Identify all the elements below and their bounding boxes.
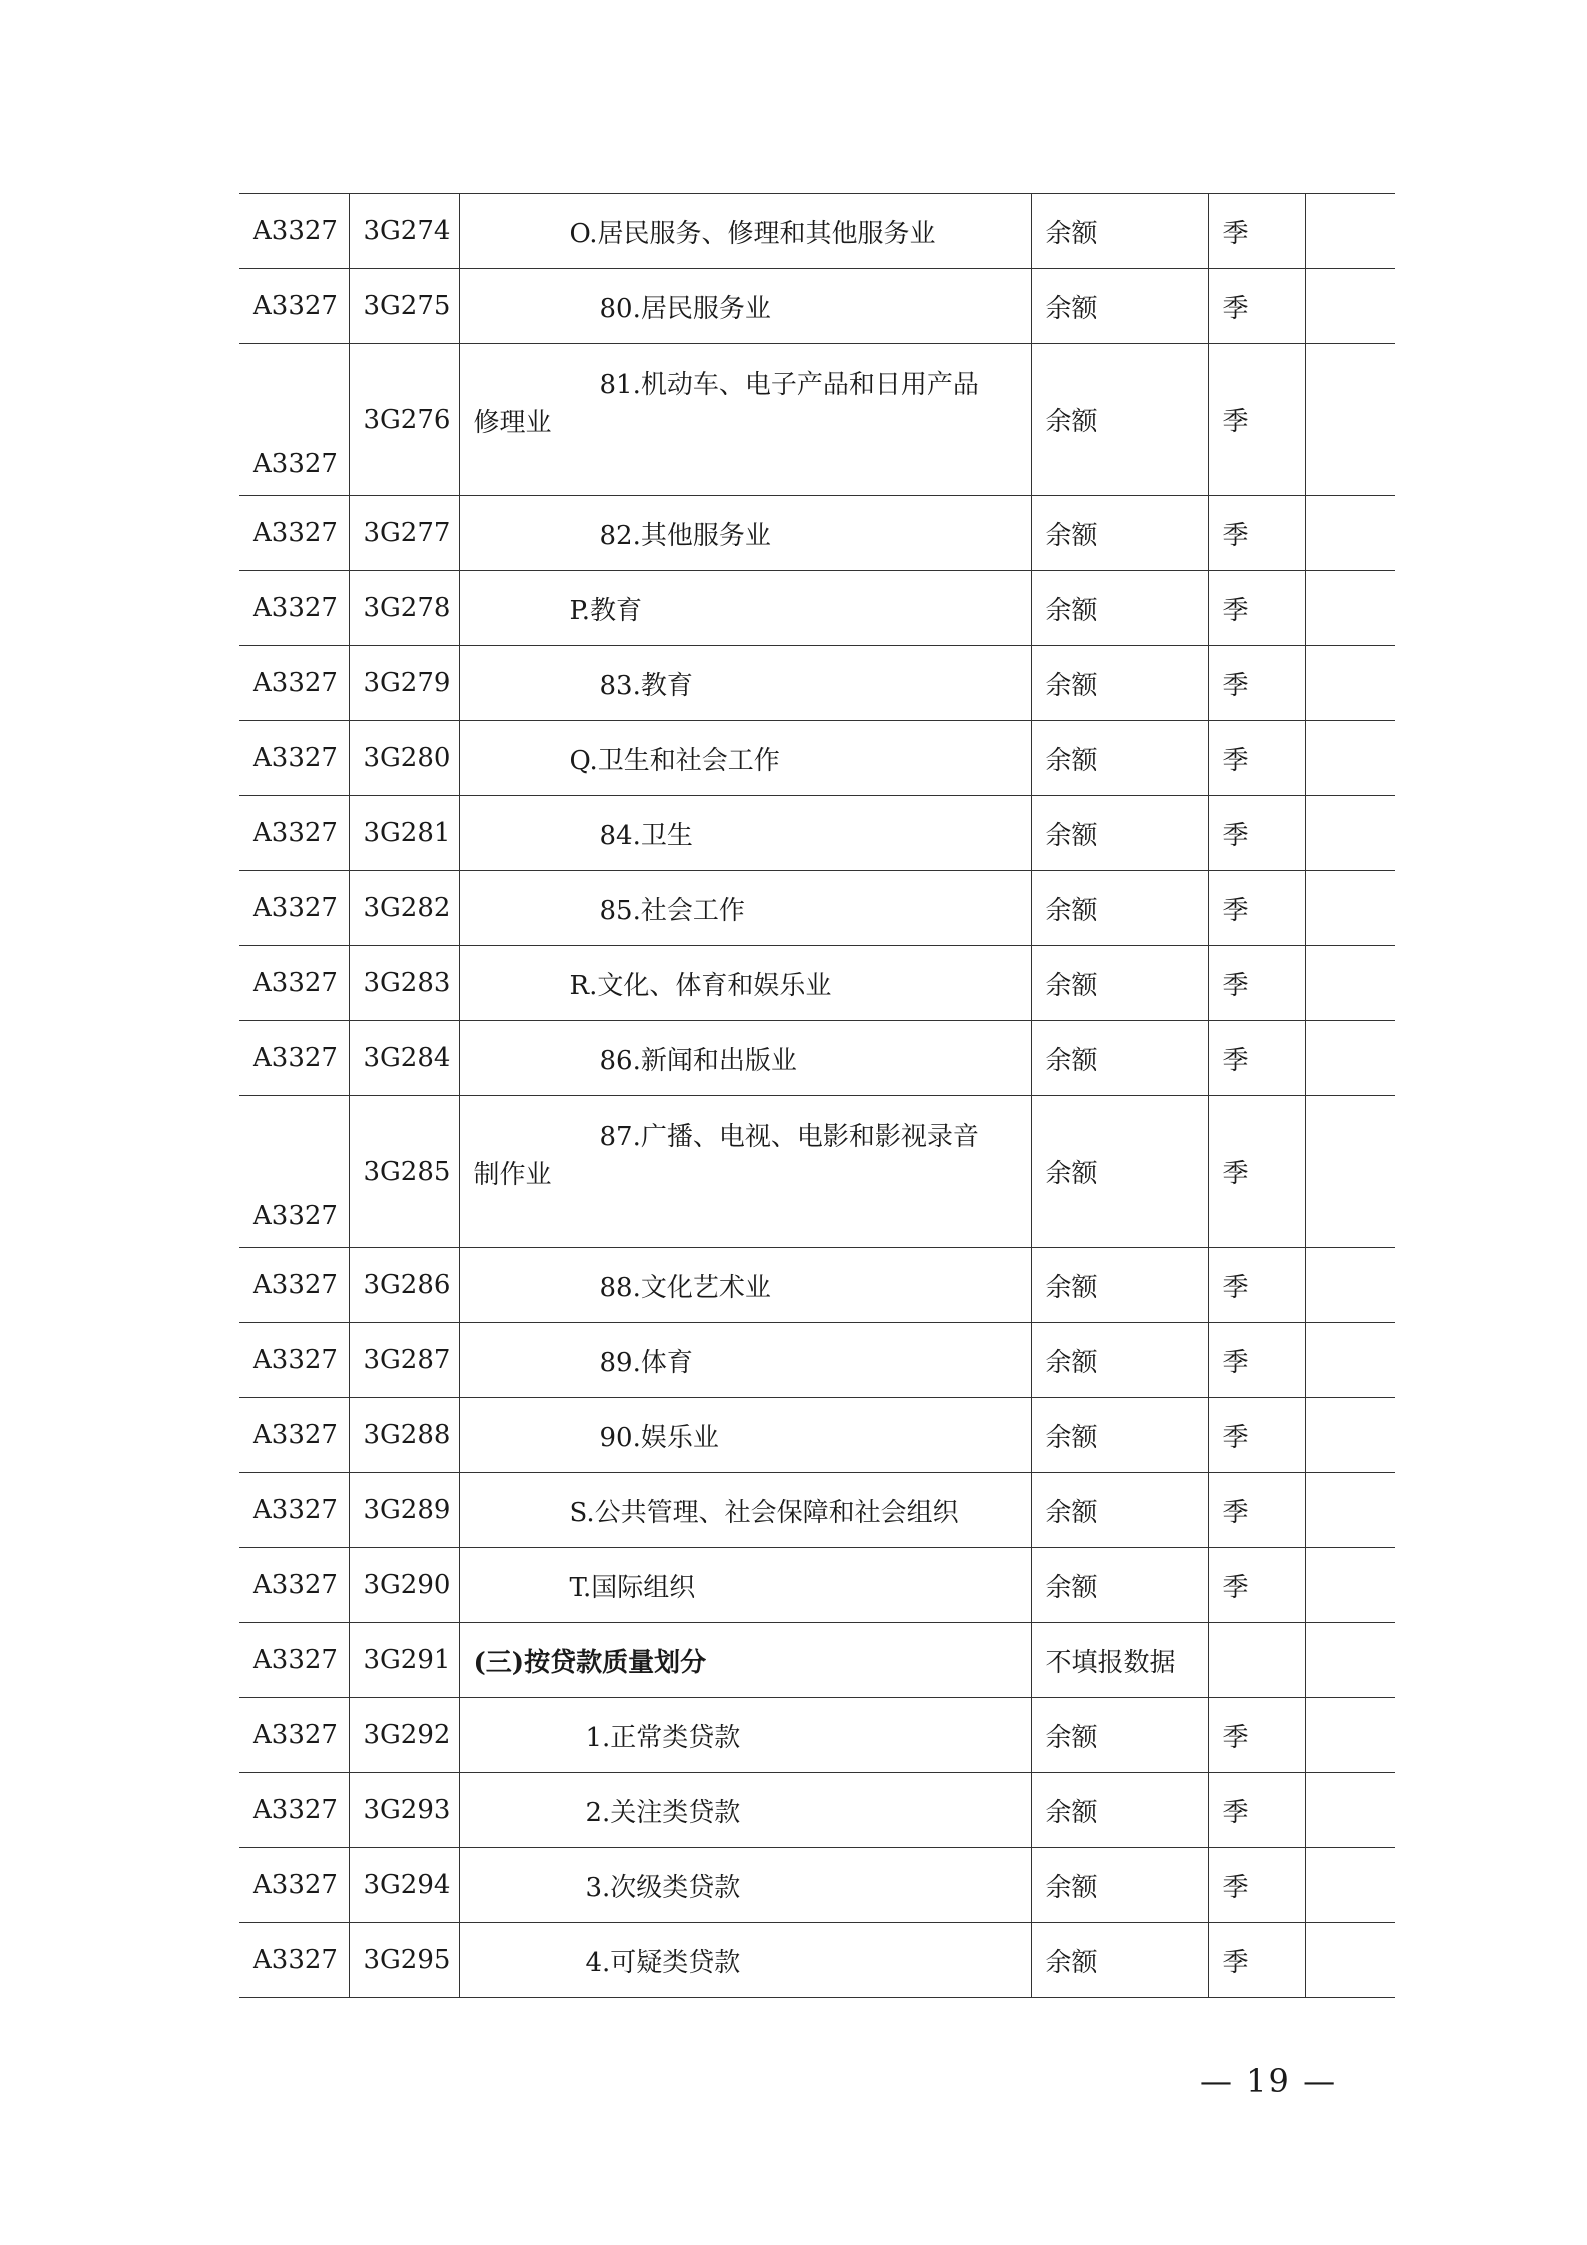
table-row [239, 1698, 1395, 1773]
data-type-cell: 余额 [1031, 1248, 1208, 1323]
indicator-code-cell: 3G287 [349, 1323, 459, 1398]
data-type-cell: 余额 [1031, 269, 1208, 344]
indicator-name-cell [459, 1021, 1031, 1096]
data-type-cell: 余额 [1031, 1923, 1208, 1998]
indicator-name-cell [459, 1473, 1031, 1548]
blank-cell [1305, 1021, 1395, 1096]
indicator-name-line1: 87.广播、电视、电影和影视录音 [599, 1122, 979, 1152]
frequency-cell: 季 [1208, 1923, 1305, 1998]
indicator-name: S.公共管理、社会保障和社会组织 [569, 1497, 959, 1528]
blank-cell [1305, 1323, 1395, 1398]
indicator-name: 90.娱乐业 [599, 1422, 719, 1453]
indicator-code-cell: 3G294 [349, 1848, 459, 1923]
frequency-cell: 季 [1208, 571, 1305, 646]
table-row [239, 1548, 1395, 1623]
indicator-table [239, 193, 1395, 1998]
data-type-cell: 余额 [1031, 721, 1208, 796]
indicator-code-cell: 3G291 [349, 1623, 459, 1698]
blank-cell [1305, 721, 1395, 796]
indicator-name-cell [459, 1096, 1031, 1248]
blank-cell [1305, 194, 1395, 269]
indicator-code-cell: 3G284 [349, 1021, 459, 1096]
indicator-code-cell: 3G292 [349, 1698, 459, 1773]
frequency-cell: 季 [1208, 1473, 1305, 1548]
frequency-cell: 季 [1208, 1698, 1305, 1773]
indicator-name: 82.其他服务业 [599, 520, 771, 551]
indicator-code-cell: 3G293 [349, 1773, 459, 1848]
indicator-name: O.居民服务、修理和其他服务业 [569, 218, 936, 249]
table-code-cell: A3327 [239, 269, 349, 344]
data-type-cell: 余额 [1031, 1096, 1208, 1248]
indicator-code-cell: 3G276 [349, 344, 459, 496]
table-code-cell: A3327 [239, 344, 349, 496]
table-code-cell: A3327 [239, 1923, 349, 1998]
blank-cell [1305, 1548, 1395, 1623]
table-row [239, 871, 1395, 946]
frequency-cell: 季 [1208, 496, 1305, 571]
table-code-cell: A3327 [239, 1848, 349, 1923]
blank-cell [1305, 496, 1395, 571]
frequency-cell: 季 [1208, 1773, 1305, 1848]
indicator-name: Q.卫生和社会工作 [569, 745, 780, 776]
indicator-code-cell: 3G283 [349, 946, 459, 1021]
frequency-cell [1208, 1623, 1305, 1698]
indicator-code-cell: 3G279 [349, 646, 459, 721]
blank-cell [1305, 1096, 1395, 1248]
table-code-cell: A3327 [239, 1096, 349, 1248]
table-row [239, 721, 1395, 796]
indicator-name: (三)按贷款质量划分 [473, 1647, 707, 1678]
indicator-name-cell [459, 1773, 1031, 1848]
indicator-name: R.文化、体育和娱乐业 [569, 970, 832, 1001]
data-type-cell: 余额 [1031, 1548, 1208, 1623]
frequency-cell: 季 [1208, 796, 1305, 871]
table-row [239, 1096, 1395, 1248]
table-row [239, 1248, 1395, 1323]
indicator-code-cell: 3G289 [349, 1473, 459, 1548]
indicator-name: 80.居民服务业 [599, 293, 771, 324]
blank-cell [1305, 344, 1395, 496]
indicator-name: 88.文化艺术业 [599, 1272, 771, 1303]
data-type-cell: 余额 [1031, 344, 1208, 496]
indicator-name: 83.教育 [599, 670, 693, 701]
indicator-name-cell [459, 1248, 1031, 1323]
indicator-name: 89.体育 [599, 1347, 693, 1378]
table-code-cell: A3327 [239, 796, 349, 871]
frequency-cell: 季 [1208, 646, 1305, 721]
data-type-cell: 余额 [1031, 1698, 1208, 1773]
table-code-cell: A3327 [239, 1698, 349, 1773]
frequency-cell: 季 [1208, 946, 1305, 1021]
indicator-name: 1.正常类贷款 [585, 1722, 741, 1753]
table-row [239, 571, 1395, 646]
blank-cell [1305, 571, 1395, 646]
indicator-name-cell [459, 946, 1031, 1021]
table-code-cell: A3327 [239, 571, 349, 646]
indicator-name-cell [459, 496, 1031, 571]
blank-cell [1305, 1248, 1395, 1323]
indicator-name-cell [459, 1398, 1031, 1473]
blank-cell [1305, 1773, 1395, 1848]
blank-cell [1305, 871, 1395, 946]
indicator-name-cell [459, 1698, 1031, 1773]
indicator-name-cell [459, 1623, 1031, 1698]
indicator-name: 84.卫生 [599, 820, 693, 851]
indicator-code-cell: 3G280 [349, 721, 459, 796]
table-row [239, 496, 1395, 571]
frequency-cell: 季 [1208, 721, 1305, 796]
indicator-name: 3.次级类贷款 [585, 1872, 741, 1903]
indicator-name-cell [459, 571, 1031, 646]
data-type-cell: 余额 [1031, 1021, 1208, 1096]
table-row [239, 269, 1395, 344]
indicator-name: 2.关注类贷款 [585, 1797, 741, 1828]
data-type-cell: 余额 [1031, 1473, 1208, 1548]
indicator-name: 86.新闻和出版业 [599, 1045, 797, 1076]
table-code-cell: A3327 [239, 1623, 349, 1698]
indicator-name-cell [459, 194, 1031, 269]
indicator-name-cell [459, 269, 1031, 344]
table-row [239, 1473, 1395, 1548]
data-type-cell: 不填报数据 [1031, 1623, 1208, 1698]
frequency-cell: 季 [1208, 344, 1305, 496]
data-type-cell: 余额 [1031, 1773, 1208, 1848]
indicator-name-line1: 81.机动车、电子产品和日用产品 [599, 370, 979, 400]
indicator-code-cell: 3G274 [349, 194, 459, 269]
table-row [239, 1323, 1395, 1398]
table-code-cell: A3327 [239, 194, 349, 269]
data-type-cell: 余额 [1031, 496, 1208, 571]
data-type-cell: 余额 [1031, 1848, 1208, 1923]
table-row [239, 796, 1395, 871]
blank-cell [1305, 796, 1395, 871]
blank-cell [1305, 1848, 1395, 1923]
blank-cell [1305, 946, 1395, 1021]
indicator-name-line2: 修理业 [473, 408, 552, 438]
indicator-name: P.教育 [569, 595, 642, 626]
indicator-code-cell: 3G278 [349, 571, 459, 646]
frequency-cell: 季 [1208, 1021, 1305, 1096]
table-code-cell: A3327 [239, 1323, 349, 1398]
table-row [239, 1021, 1395, 1096]
frequency-cell: 季 [1208, 1323, 1305, 1398]
table-code-cell: A3327 [239, 496, 349, 571]
page-number: — 19 — [1200, 2062, 1338, 2100]
table-code-cell: A3327 [239, 1248, 349, 1323]
indicator-code-cell: 3G277 [349, 496, 459, 571]
data-type-cell: 余额 [1031, 646, 1208, 721]
indicator-name-cell [459, 1923, 1031, 1998]
indicator-name-line2: 制作业 [473, 1160, 552, 1190]
table-row [239, 1398, 1395, 1473]
frequency-cell: 季 [1208, 1096, 1305, 1248]
table-code-cell: A3327 [239, 1473, 349, 1548]
frequency-cell: 季 [1208, 269, 1305, 344]
table-code-cell: A3327 [239, 1398, 349, 1473]
frequency-cell: 季 [1208, 1848, 1305, 1923]
table-row [239, 1848, 1395, 1923]
data-type-cell: 余额 [1031, 871, 1208, 946]
table-row [239, 946, 1395, 1021]
table-row [239, 194, 1395, 269]
table-code-cell: A3327 [239, 721, 349, 796]
indicator-name-cell [459, 721, 1031, 796]
indicator-code-cell: 3G282 [349, 871, 459, 946]
table-row [239, 344, 1395, 496]
indicator-name: T.国际组织 [569, 1572, 696, 1603]
indicator-code-cell: 3G288 [349, 1398, 459, 1473]
blank-cell [1305, 646, 1395, 721]
indicator-name-cell [459, 796, 1031, 871]
data-type-cell: 余额 [1031, 194, 1208, 269]
indicator-name: 4.可疑类贷款 [585, 1947, 741, 1978]
blank-cell [1305, 1623, 1395, 1698]
table-code-cell: A3327 [239, 1773, 349, 1848]
indicator-name-cell [459, 646, 1031, 721]
data-type-cell: 余额 [1031, 1323, 1208, 1398]
frequency-cell: 季 [1208, 871, 1305, 946]
data-type-cell: 余额 [1031, 946, 1208, 1021]
indicator-name-cell [459, 344, 1031, 496]
frequency-cell: 季 [1208, 1548, 1305, 1623]
data-type-cell: 余额 [1031, 1398, 1208, 1473]
frequency-cell: 季 [1208, 1398, 1305, 1473]
blank-cell [1305, 1923, 1395, 1998]
indicator-code-cell: 3G285 [349, 1096, 459, 1248]
table-row [239, 1623, 1395, 1698]
table-code-cell: A3327 [239, 1021, 349, 1096]
blank-cell [1305, 1698, 1395, 1773]
indicator-code-cell: 3G286 [349, 1248, 459, 1323]
table-row [239, 1773, 1395, 1848]
table-body [239, 194, 1395, 1998]
indicator-name-cell [459, 1848, 1031, 1923]
indicator-name: 85.社会工作 [599, 895, 745, 926]
frequency-cell: 季 [1208, 1248, 1305, 1323]
table-row [239, 646, 1395, 721]
table-code-cell: A3327 [239, 871, 349, 946]
indicator-code-cell: 3G295 [349, 1923, 459, 1998]
data-type-cell: 余额 [1031, 571, 1208, 646]
indicator-name-cell [459, 1548, 1031, 1623]
data-type-cell: 余额 [1031, 796, 1208, 871]
table-code-cell: A3327 [239, 946, 349, 1021]
indicator-code-cell: 3G290 [349, 1548, 459, 1623]
indicator-code-cell: 3G275 [349, 269, 459, 344]
table-row [239, 1923, 1395, 1998]
table-code-cell: A3327 [239, 1548, 349, 1623]
blank-cell [1305, 1398, 1395, 1473]
indicator-code-cell: 3G281 [349, 796, 459, 871]
indicator-name-cell [459, 1323, 1031, 1398]
indicator-name-cell [459, 871, 1031, 946]
blank-cell [1305, 1473, 1395, 1548]
table-code-cell: A3327 [239, 646, 349, 721]
frequency-cell: 季 [1208, 194, 1305, 269]
blank-cell [1305, 269, 1395, 344]
